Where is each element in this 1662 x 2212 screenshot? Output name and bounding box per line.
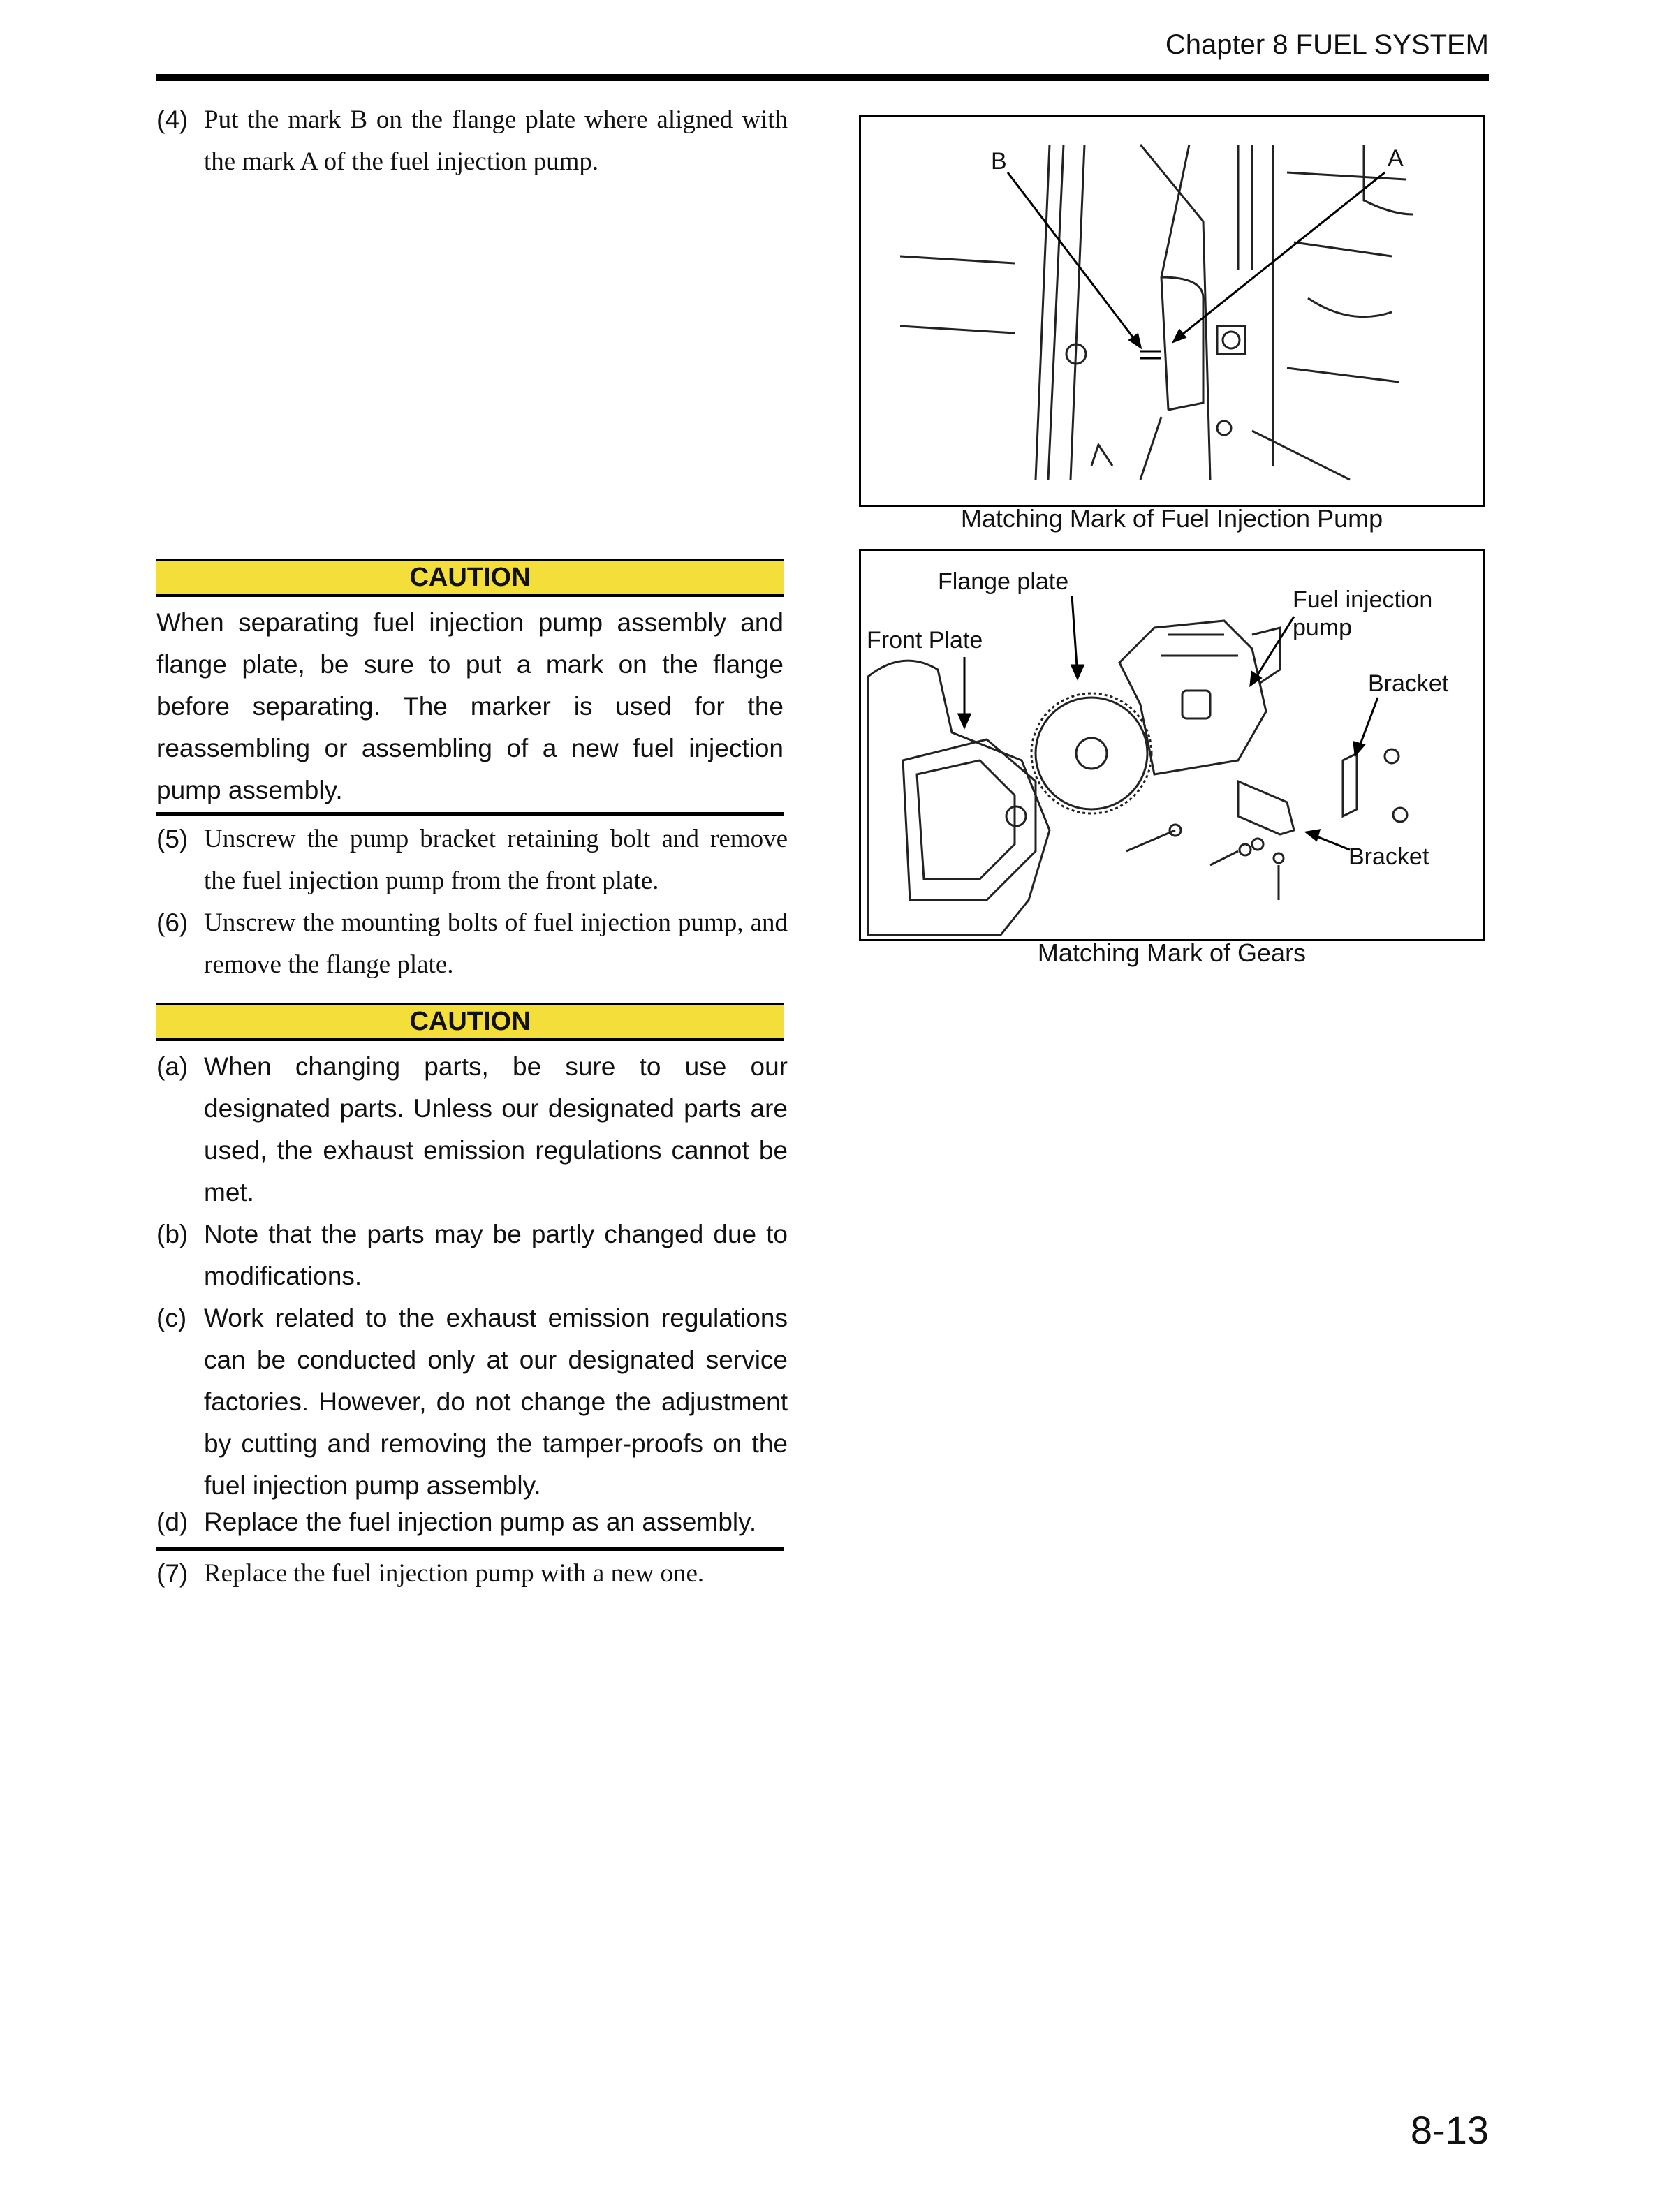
figure-caption: Matching Mark of Gears [1037,938,1307,967]
step-5 [156,818,788,902]
step-number: (5) [156,825,189,853]
label-bracket-top: Bracket [1368,670,1449,697]
caution-item-text: Note that the parts may be partly changed due to modifications. [204,1220,788,1290]
arrow-a-head [1174,330,1185,341]
label-mark-a: A [1388,145,1404,172]
label-front-plate: Front Plate [867,627,983,654]
figure-caption: Matching Mark of Fuel Injection Pump [960,504,1383,533]
caution-end-rule [156,1547,784,1551]
caution-item-b [156,1214,788,1297]
caution-item-number: (c) [156,1304,187,1332]
caution-item-d [156,1501,788,1543]
label-flange-plate: Flange plate [938,568,1069,595]
caution-item-number: (b) [156,1220,189,1248]
page-number: 8-13 [1410,2108,1489,2152]
step-number: (6) [156,908,189,937]
step-7 [156,1553,788,1595]
caution-heading: CAUTION [156,559,784,597]
caution-text: When separating fuel injection pump assembly and flange plate, be sure to put a mark on the flange before separating. The marker is used for the reassembling or assembling of a new fuel injection pump assembly. [156,608,784,804]
caution-end-rule [156,812,784,816]
label-mark-b: B [991,148,1007,175]
caution-item-text: When changing parts, be sure to use our designated parts. Unless our designated parts are used, the exhaust emission regulations cannot be met. [204,1052,788,1207]
step-text: Unscrew the pump bracket retaining bolt and remove the fuel injection pump from the front plate. [204,825,788,895]
figure-pump-matching-mark [859,115,1485,507]
step-number: (4) [156,105,189,134]
label-fuel-injection-pump: Fuel injection pump [1293,587,1433,641]
figure-gear-matching-mark [859,549,1485,941]
step-6 [156,902,788,986]
caution-item-a [156,1046,788,1214]
caution-item-text: Replace the fuel injection pump as an assembly. [204,1507,757,1536]
arrow-b [1008,172,1140,347]
step-4 [156,99,788,183]
label-bracket-bottom: Bracket [1348,843,1429,870]
header-rule [156,74,1489,81]
chapter-header: Chapter 8 FUEL SYSTEM [1165,29,1489,60]
caution-item-number: (d) [156,1507,189,1536]
step-text: Replace the fuel injection pump with a new one. [204,1559,705,1588]
caution-item-text: Work related to the exhaust emission regulations can be conducted only at our designated service factories. However, do not change the adjustment by cutting and removing the tamper-proofs on the fuel injection pump assembly. [204,1304,788,1500]
arrow-a [1175,172,1385,340]
arrow-lines [861,117,1483,505]
step-text: Unscrew the mounting bolts of fuel injection pump, and remove the flange plate. [204,908,788,979]
step-number: (7) [156,1559,189,1588]
caution-item-number: (a) [156,1052,189,1081]
caution-item-c [156,1297,788,1507]
step-text: Put the mark B on the flange plate where aligned with the mark A of the fuel injection pump. [204,105,788,176]
caution-heading: CAUTION [156,1003,784,1041]
